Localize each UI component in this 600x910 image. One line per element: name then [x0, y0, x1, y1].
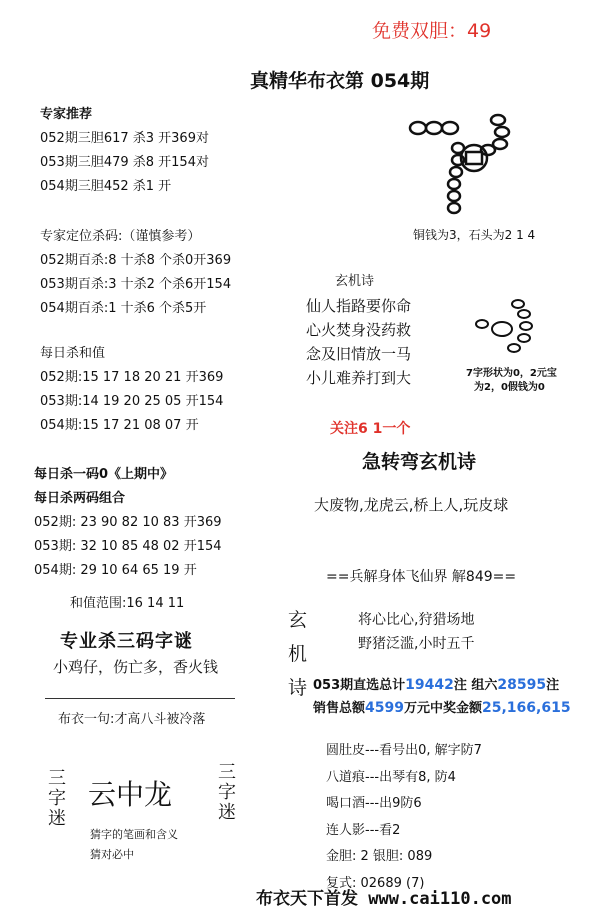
stat-value: 4599	[365, 700, 404, 716]
two-code-heading: 每日杀两码组合	[34, 491, 126, 506]
poem2-lines	[358, 608, 474, 656]
hints-list	[326, 738, 482, 897]
stone-shape	[448, 191, 460, 201]
expert-section	[40, 103, 209, 199]
poem-line: 念及旧情放一马	[306, 345, 412, 363]
riddle-note: 猜对必中	[90, 848, 134, 861]
hint-line: 喝口酒---出9防6	[326, 796, 422, 811]
stat-label: 053期直选总计	[313, 678, 406, 693]
coin-stone-diagram	[400, 110, 520, 220]
turn-title: 急转弯玄机诗	[362, 451, 477, 473]
turn-line: 大废物,龙虎云,桥上人,玩皮球	[314, 496, 509, 514]
poem-line: 小儿难养打到大	[306, 369, 412, 387]
poem-line: 心火焚身没药救	[306, 321, 412, 339]
position-kill-line: 054期百杀:1 十杀6 个杀5开	[40, 301, 207, 316]
poem2-line: 野猪泛滥,小时五千	[358, 636, 475, 652]
stone-shape	[518, 334, 530, 342]
stone-shape	[450, 167, 462, 177]
stone-shape	[518, 310, 530, 318]
hint-line: 复式: 02689 (7)	[326, 875, 425, 891]
hint-line: 金胆: 2 银胆: 089	[326, 849, 433, 864]
one-code-line: 052期: 23 90 82 10 83 开369	[34, 515, 222, 530]
sum-kill-heading: 每日杀和值	[40, 346, 106, 361]
stone-shape	[448, 179, 460, 189]
free-double-label: 免费双胆：49	[372, 20, 492, 42]
vertical-char: 机	[288, 643, 308, 665]
coin-hole	[466, 152, 482, 164]
position-kill-line: 052期百杀:8 十杀8 个杀0开369	[40, 253, 232, 268]
stone-shape	[491, 115, 505, 125]
hint-line: 连人影---看2	[326, 822, 401, 838]
focus-line: 关注6 1一个	[330, 421, 411, 437]
page-title: 真精华布衣第 054期	[250, 70, 430, 92]
expert-heading: 专家推荐	[40, 107, 93, 122]
coin-shape	[442, 122, 458, 134]
vertical-right-label: 三字迷	[215, 762, 236, 822]
diagram-note: 7字形状为0，2元宝	[466, 368, 557, 379]
position-kill-line: 053期百杀:3 十杀2 个杀6开154	[40, 277, 232, 292]
stat-label: 注	[546, 678, 560, 693]
diagram-note: 为2，0假钱为0	[474, 382, 545, 393]
riddle-heading: 专业杀三码字谜	[60, 631, 193, 652]
coin-caption: 铜钱为3，石头为2 1 4	[413, 228, 536, 242]
footer-site[interactable]: 布衣天下首发 www.cai110.com	[256, 889, 512, 909]
stats-line-2	[313, 697, 571, 716]
sum-kill-line: 053期:14 19 20 25 05 开154	[40, 394, 224, 409]
vertical-char: 诗	[288, 677, 308, 699]
position-kill-section	[40, 225, 231, 321]
stone-shape	[448, 203, 460, 213]
soldier-line: ==兵解身体飞仙界 解849==	[326, 569, 517, 585]
riddle-line: 小鸡仔，伤亡多，香火钱	[53, 658, 219, 676]
poem2-line: 将心比心,狩猎场地	[358, 612, 475, 628]
one-code-line: 054期: 29 10 64 65 19 开	[34, 563, 197, 578]
stone-shape	[520, 322, 532, 330]
xuanji-heading: 玄机诗	[335, 274, 375, 289]
stat-value: 19442	[405, 677, 454, 693]
vertical-char: 玄	[288, 609, 308, 631]
ingot-diagram	[468, 296, 548, 366]
one-code-section	[34, 463, 222, 583]
stone-shape	[508, 344, 520, 352]
stat-value: 28595	[497, 677, 547, 693]
poem2-vertical	[288, 603, 307, 705]
xuanji-poem	[306, 294, 411, 390]
sum-range: 和值范围:16 14 11	[70, 596, 185, 611]
stone-shape	[452, 143, 464, 153]
sum-kill-line: 052期:15 17 18 20 21 开369	[40, 370, 224, 385]
vertical-left-label: 三字迷	[45, 768, 66, 828]
one-code-line: 053期: 32 10 85 48 02 开154	[34, 539, 222, 554]
hint-line: 八道痕---出琴有8, 防4	[326, 769, 456, 785]
ingot-shape	[476, 320, 488, 328]
one-code-heading: 每日杀一码0《上期中》	[34, 467, 174, 482]
stat-label: 销售总额	[313, 701, 366, 716]
coin-shape	[410, 122, 426, 134]
expert-line: 052期三胆617 杀3 开369对	[40, 131, 209, 146]
poem-line: 仙人指路要你命	[306, 297, 412, 315]
stat-value: 25,166,615	[482, 700, 571, 716]
stone-shape	[495, 127, 509, 137]
stats-line-1	[313, 674, 559, 693]
stat-label: 注 组六	[453, 678, 498, 693]
expert-line: 053期三胆479 杀8 开154对	[40, 155, 209, 170]
divider	[45, 698, 235, 699]
riddle-note: 猜字的笔画和含义	[90, 828, 178, 841]
coin-shape	[426, 122, 442, 134]
hint-line: 圆肚皮---看号出0, 解字防7	[326, 743, 482, 758]
sum-kill-line: 054期:15 17 21 08 07 开	[40, 418, 199, 433]
sum-kill-section	[40, 342, 223, 438]
expert-line: 054期三胆452 杀1 开	[40, 179, 172, 194]
stone-shape	[512, 300, 524, 308]
buyi-line: 布衣一句:才高八斗被冷落	[58, 712, 206, 727]
riddle-answer: 云中龙	[88, 778, 173, 811]
position-kill-heading: 专家定位杀码:（谨慎参考）	[40, 229, 201, 244]
coin-shape	[492, 322, 512, 336]
stat-label: 万元中奖金额	[403, 701, 482, 716]
